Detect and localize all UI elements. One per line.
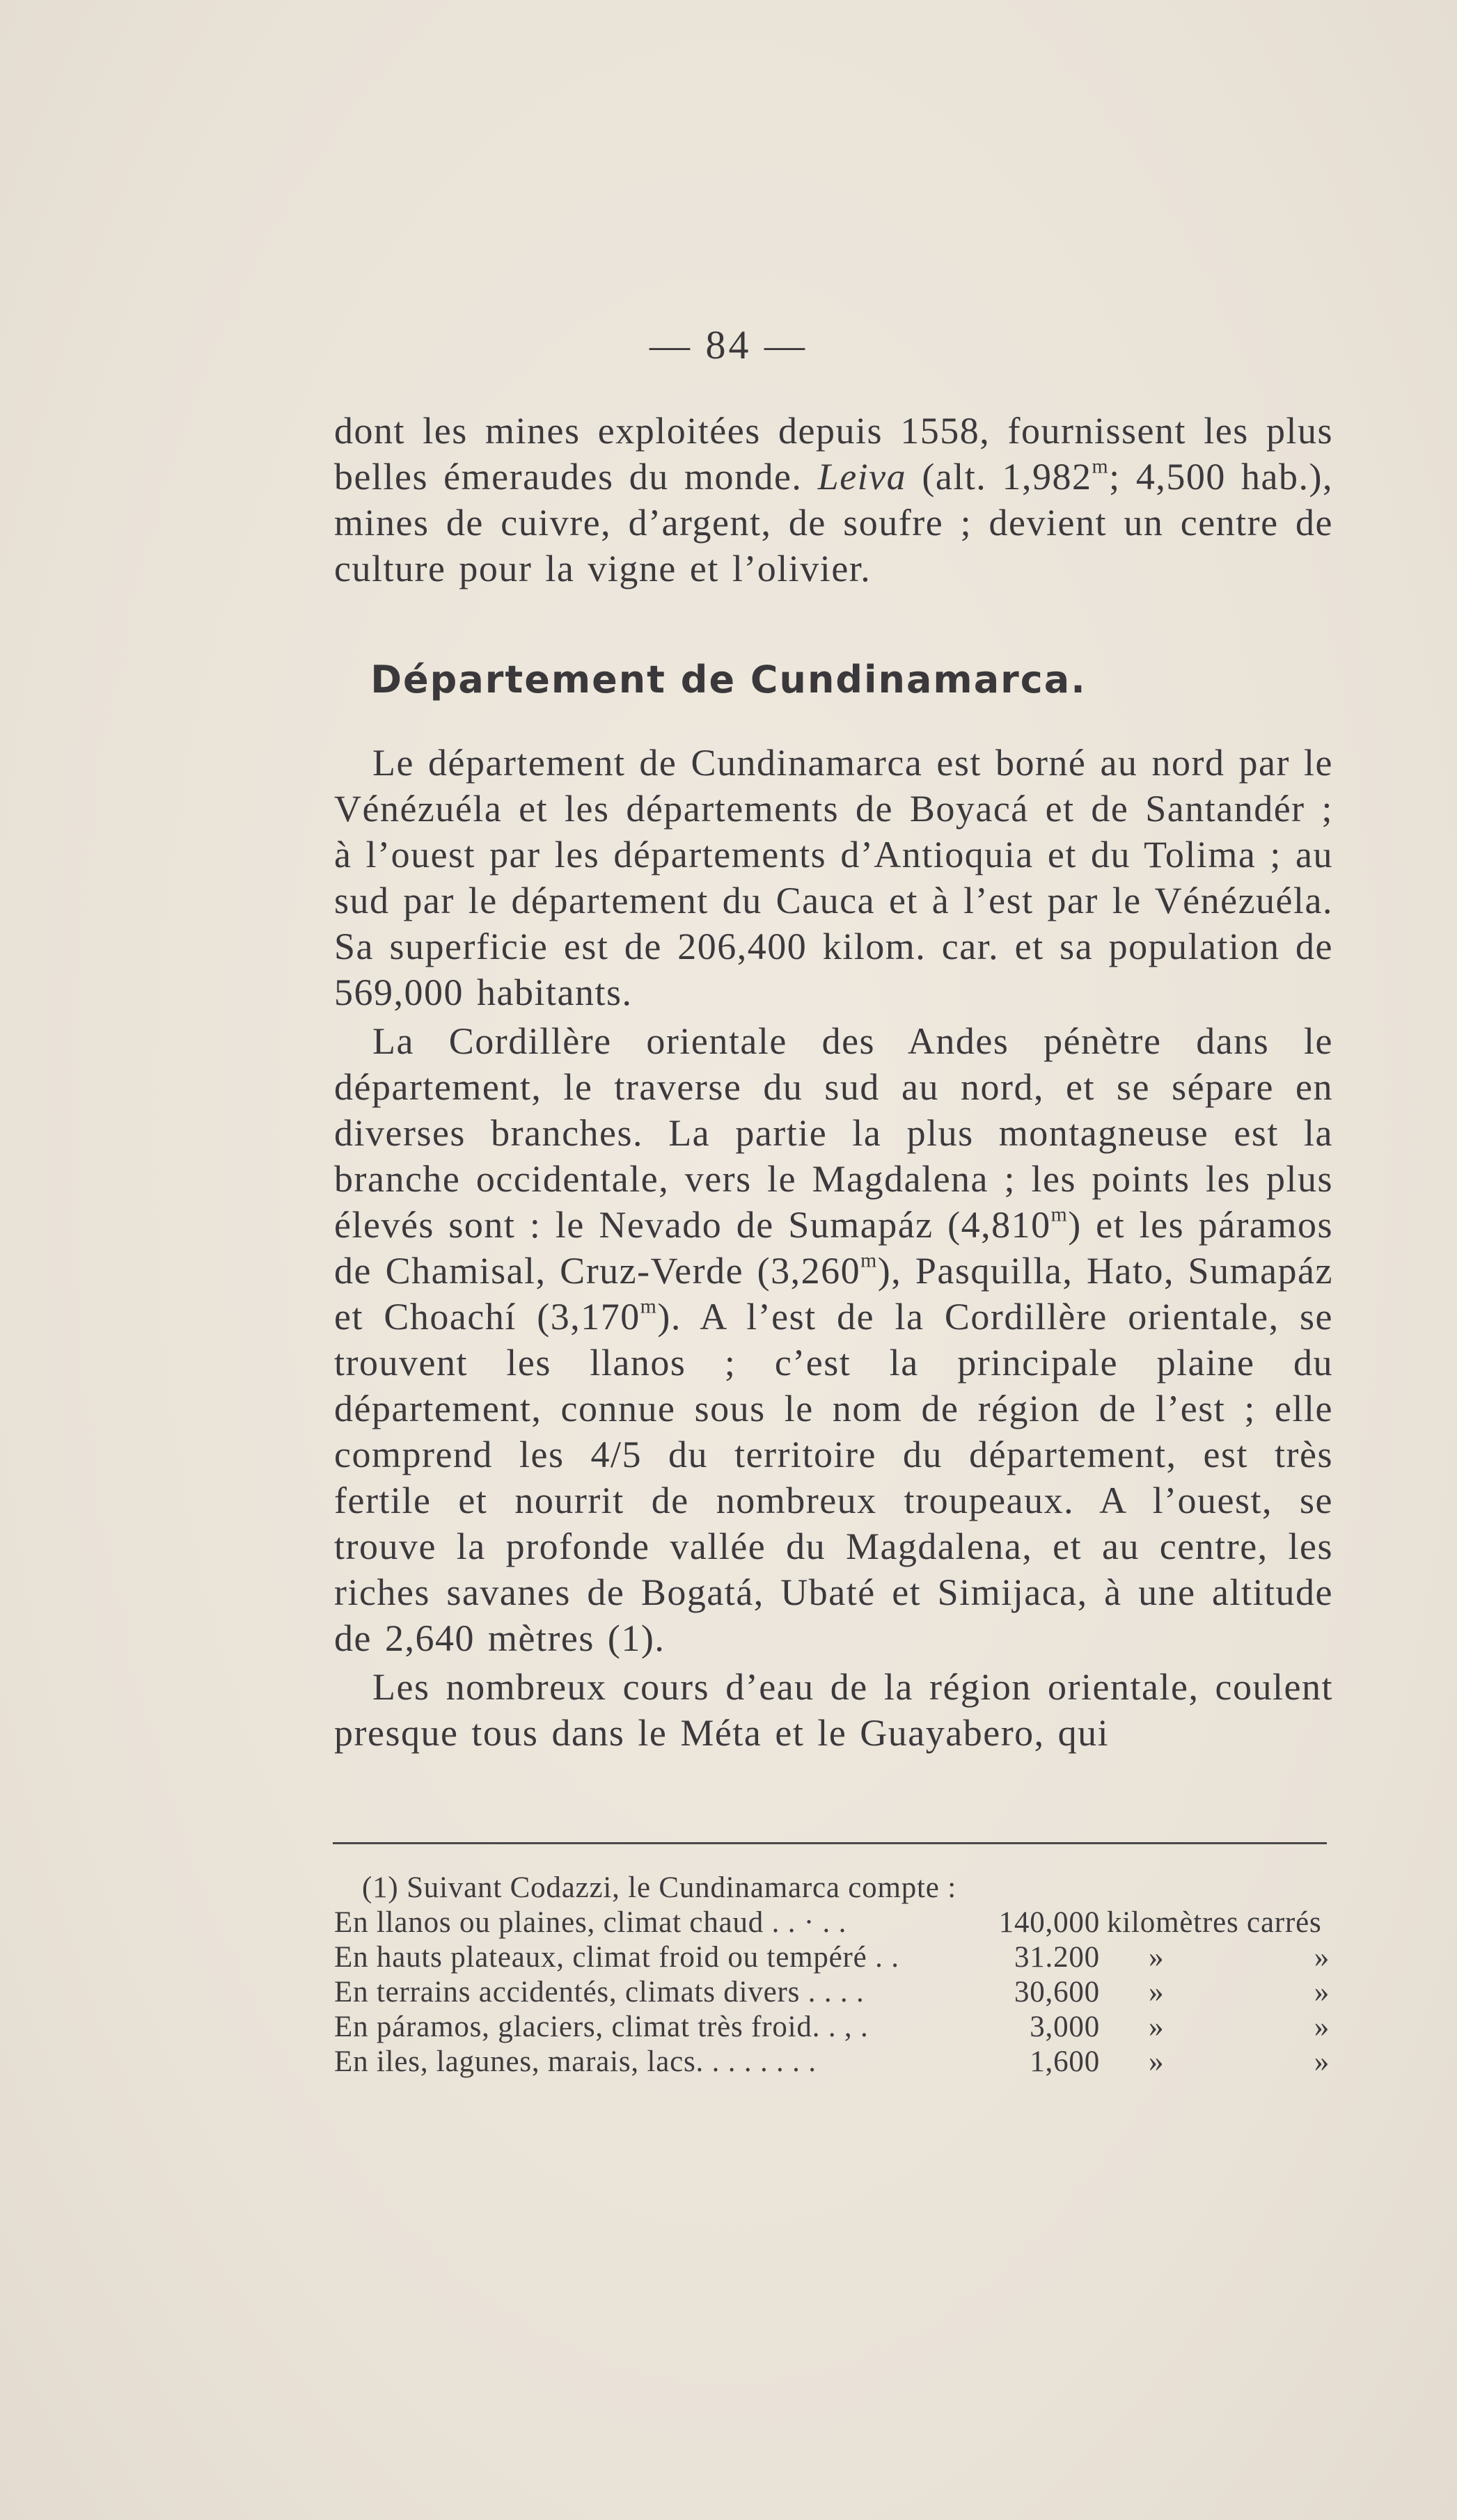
paragraph-4-text: Les nombreux cours d’eau de la région orientale, coulent presque tous dans le Méta et le Guayabero, qui: [334, 1666, 1333, 1754]
ditto-mark: »: [1149, 2045, 1165, 2078]
ditto-mark: »: [1314, 1941, 1330, 1974]
footnote-row-label: En hauts plateaux, climat froid ou tempéré . .: [334, 1941, 899, 1974]
paragraph-borders: [334, 740, 1333, 1015]
footnote: [334, 1871, 1337, 2079]
ditto-mark: »: [1149, 1941, 1165, 1974]
paragraph-rivers: [334, 1664, 1333, 1756]
footnote-row-label: En terrains accidentés, climats divers . . . .: [334, 1976, 865, 2008]
footnote-row-label: En llanos ou plaines, climat chaud . . · . .: [334, 1906, 847, 1939]
footnote-row: [334, 1975, 1337, 2010]
footnote-row-ditto: [1107, 1940, 1337, 1975]
ditto-mark: »: [1149, 1976, 1165, 2008]
footnote-row-value: 30,600: [1014, 1976, 1100, 2008]
footnote-row: [334, 2045, 1337, 2079]
footnote-row-value: 140,000: [998, 1906, 1100, 1939]
footnote-row-value: 3,000: [1030, 2011, 1100, 2043]
footnote-row-unit: kilomètres carrés: [1107, 1906, 1322, 1939]
footnote-row-value: 31.200: [1014, 1941, 1100, 1974]
paragraph-3-text-d: ). A l’est de la Cordillère orientale, se trouvent les llanos ; c’est la principale plaine du département, connue sous le nom de région de l’est ; elle comprend les 4/5 du territoire du département, est très fertile et nourrit de nombreux troupeaux. A l’ouest, se trouve la profonde vallée du Magdalena, et au centre, les riches savanes de Bogatá, Ubaté et Simijaca, à une altitude de 2,640 mètres (1).: [334, 1296, 1333, 1659]
footnote-row-label: En páramos, glaciers, climat très froid. . , .: [334, 2011, 869, 2043]
unit-superscript: m: [1092, 455, 1110, 478]
page-number: — 84 —: [649, 322, 808, 367]
paragraph-1-text-b: (alt. 1,982: [906, 456, 1092, 498]
unit-superscript: m: [640, 1295, 658, 1318]
footnote-intro: (1) Suivant Codazzi, le Cundinamarca compte :: [362, 1871, 956, 1904]
footnote-divider: [333, 1842, 1327, 1844]
paragraph-2-text: Le département de Cundinamarca est borné au nord par le Vénézuéla et les départements de Boyacá et de Santandér ; à l’ouest par les départements d’Antioquia et du Tolima ; au sud par le département du Cauca et à l’est par le Vénézuéla. Sa superficie est de 206,400 kilom. car. et sa population de 569,000 habitants.: [334, 742, 1333, 1013]
footnote-row-label: En iles, lagunes, marais, lacs. . . . . . . .: [334, 2045, 817, 2078]
unit-superscript: m: [1050, 1203, 1069, 1226]
ditto-mark: »: [1314, 2045, 1330, 2078]
footnote-row-value: 1,600: [1030, 2045, 1100, 2078]
unit-superscript: m: [860, 1249, 878, 1272]
paragraph-1-text-a: dont les mines exploitées depuis 1558, fournissent les plus belles émeraudes du monde.: [334, 410, 1333, 498]
section-heading: Département de Cundinamarca.: [370, 658, 1087, 702]
place-name-leiva: Leiva: [817, 456, 907, 498]
ditto-mark: »: [1149, 2011, 1165, 2043]
paragraph-3-text-a: La Cordillère orientale des Andes pénètre dans le département, le traverse du sud au nord, et se sépare en diverses branches. La partie la plus montagneuse est la branche occidentale, vers le Magdalena ; les points les plus élevés sont : le Nevado de Sumapáz (4,810: [334, 1020, 1333, 1246]
footnote-row: [334, 1905, 1337, 1940]
paragraph-3-text-c: ), Pasquilla, Hato, Sumapáz et Choachí (3,170: [334, 1250, 1333, 1338]
footnote-row: [334, 2010, 1337, 2045]
paragraph-geography: [334, 1018, 1333, 1661]
paragraph-3-text-b: ) et les páramos de Chamisal, Cruz-Verde (3,260: [334, 1204, 1334, 1292]
footnote-row-ditto: [1107, 2045, 1337, 2079]
ditto-mark: »: [1314, 2011, 1330, 2043]
footnote-row: [334, 1940, 1337, 1975]
paragraph-continuation: [334, 408, 1333, 592]
footnote-row-ditto: [1107, 2010, 1337, 2045]
paragraph-1-text-c: ; 4,500 hab.), mines de cuivre, d’argent, de soufre ; devient un centre de culture pour la vigne et l’olivier.: [334, 456, 1333, 589]
ditto-mark: »: [1314, 1976, 1330, 2008]
footnote-row-ditto: [1107, 1975, 1337, 2010]
